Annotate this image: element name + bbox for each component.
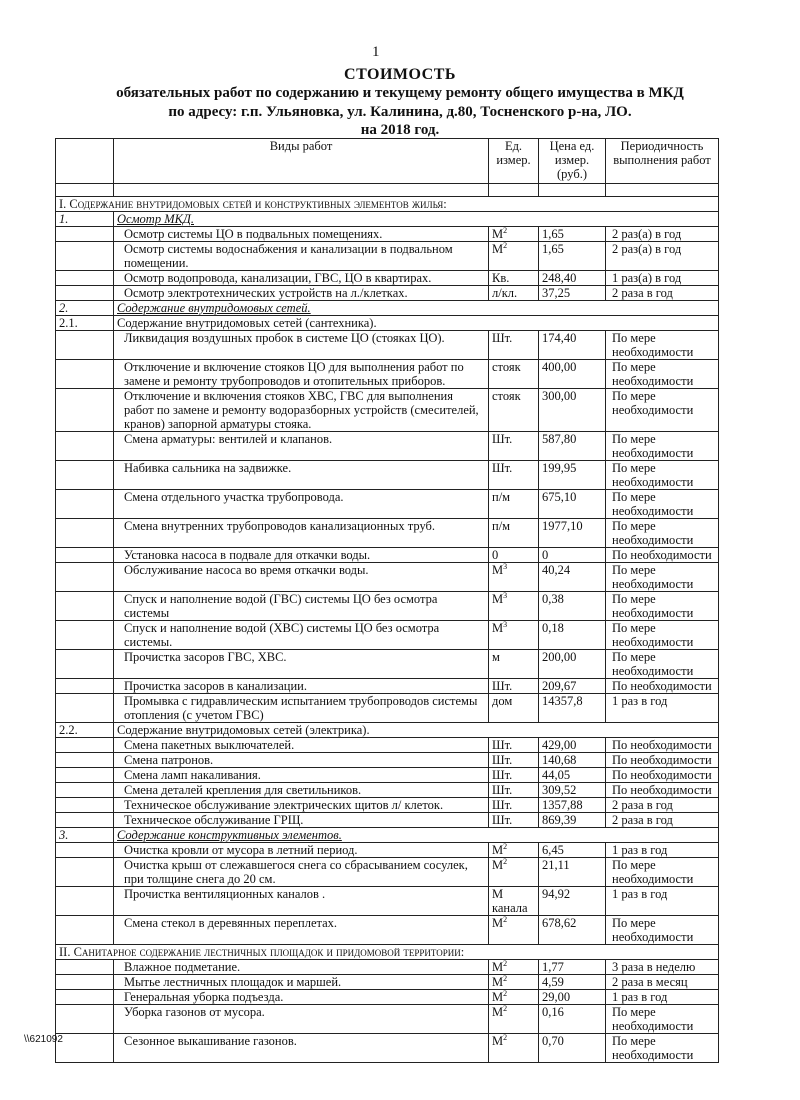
group-title: Содержание конструктивных элементов. (114, 828, 719, 843)
periodicity: 1 раз в год (606, 990, 719, 1005)
work-name: Прочистка засоров в канализации. (114, 679, 489, 694)
group-1-rows (56, 227, 719, 301)
work-name: Промывка с гидравлическим испытанием трубопроводов системы отопления (с учетом ГВС) (114, 694, 489, 723)
unit: $М^3$ (489, 563, 539, 592)
table-row (56, 975, 719, 990)
row-number-cell (56, 843, 114, 858)
periodicity: По необходимости (606, 783, 719, 798)
periodicity: 2 раза в год (606, 286, 719, 301)
periodicity: 1 раз в год (606, 887, 719, 916)
unit: $М^2$ (489, 227, 539, 242)
price: 1977,10 (539, 519, 606, 548)
periodicity: По мере необходимости (606, 1034, 719, 1063)
price: 429,00 (539, 738, 606, 753)
table-row (56, 858, 719, 887)
row-number-cell (56, 960, 114, 975)
table-row (56, 694, 719, 723)
price: 300,00 (539, 389, 606, 432)
row-number-cell (56, 389, 114, 432)
price: 140,68 (539, 753, 606, 768)
row-number-cell (56, 227, 114, 242)
row-number-cell (56, 490, 114, 519)
unit: стояк (489, 389, 539, 432)
unit-exponent: 2 (503, 240, 508, 250)
periodicity: По мере необходимости (606, 916, 719, 945)
row-number-cell (56, 242, 114, 271)
row-number-cell (56, 286, 114, 301)
document-address-line: по адресу: г.п. Ульяновка, ул. Калинина, д.80, Тосненского р-на, ЛО. (168, 104, 632, 120)
unit: $М^2$ (489, 1034, 539, 1063)
table-row (56, 563, 719, 592)
document-title: СТОИМОСТЬ (344, 66, 456, 83)
work-name: Ликвидация воздушных пробок в системе ЦО (стояках ЦО). (114, 331, 489, 360)
unit-exponent: 2 (503, 958, 508, 968)
row-number-cell (56, 798, 114, 813)
unit-exponent: 2 (503, 973, 508, 983)
row-number-cell (56, 738, 114, 753)
work-name: Уборка газонов от мусора. (114, 1005, 489, 1034)
group-title: Осмотр МКД. (114, 212, 719, 227)
table-row (56, 1005, 719, 1034)
unit-exponent: 2 (503, 914, 508, 924)
periodicity: По мере необходимости (606, 360, 719, 389)
row-number-cell (56, 461, 114, 490)
unit-exponent: 3 (503, 561, 508, 571)
unit: $М^2$ (489, 1005, 539, 1034)
unit: стояк (489, 360, 539, 389)
group-3-rows (56, 843, 719, 945)
table-row (56, 916, 719, 945)
work-name: Обслуживание насоса во время откачки воды. (114, 563, 489, 592)
unit: Шт. (489, 738, 539, 753)
table-row (56, 548, 719, 563)
price: 1,65 (539, 227, 606, 242)
unit-exponent: 2 (503, 1032, 508, 1042)
periodicity: По мере необходимости (606, 1005, 719, 1034)
table-row (56, 783, 719, 798)
work-name: Смена отдельного участка трубопровода. (114, 490, 489, 519)
periodicity: По необходимости (606, 753, 719, 768)
price: 400,00 (539, 360, 606, 389)
work-name: Очистка кровли от мусора в летний период. (114, 843, 489, 858)
row-number-cell (56, 783, 114, 798)
table-row (56, 798, 719, 813)
unit: Шт. (489, 461, 539, 490)
header-works: Виды работ (114, 139, 489, 184)
work-name: Прочистка вентиляционных каналов . (114, 887, 489, 916)
table-row (56, 1034, 719, 1063)
row-number-cell (56, 679, 114, 694)
periodicity: По мере необходимости (606, 461, 719, 490)
group-number: 1. (56, 212, 114, 227)
table-row (56, 887, 719, 916)
work-name: Осмотр водопровода, канализации, ГВС, ЦО в квартирах. (114, 271, 489, 286)
unit-exponent: 3 (503, 590, 508, 600)
unit: М канала (489, 887, 539, 916)
row-number-cell (56, 768, 114, 783)
work-name: Смена ламп накаливания. (114, 768, 489, 783)
periodicity: По необходимости (606, 768, 719, 783)
unit: Шт. (489, 753, 539, 768)
price: 200,00 (539, 650, 606, 679)
periodicity: 1 раз в год (606, 843, 719, 858)
table-row (56, 960, 719, 975)
price: 37,25 (539, 286, 606, 301)
row-number-cell (56, 858, 114, 887)
price: 40,24 (539, 563, 606, 592)
unit: м (489, 650, 539, 679)
unit: $М^2$ (489, 843, 539, 858)
row-number-cell (56, 360, 114, 389)
periodicity: По мере необходимости (606, 563, 719, 592)
table-row (56, 592, 719, 621)
unit: дом (489, 694, 539, 723)
subgroup-number: 2.1. (56, 316, 114, 331)
work-name: Смена внутренних трубопроводов канализационных труб. (114, 519, 489, 548)
work-name: Осмотр электротехнических устройств на л./клетках. (114, 286, 489, 301)
unit: $М^3$ (489, 621, 539, 650)
price: 869,39 (539, 813, 606, 828)
periodicity: По мере необходимости (606, 650, 719, 679)
page-number: 1 (372, 44, 380, 60)
price: 309,52 (539, 783, 606, 798)
price: 0,16 (539, 1005, 606, 1034)
periodicity: 2 раза в год (606, 798, 719, 813)
group-2-2-rows (56, 738, 719, 828)
periodicity: По мере необходимости (606, 389, 719, 432)
unit: Шт. (489, 798, 539, 813)
work-name: Очистка крыш от слежавшегося снега со сбрасыванием сосулек, при толщине снега до 20 см. (114, 858, 489, 887)
row-number-cell (56, 650, 114, 679)
group-number: 2. (56, 301, 114, 316)
work-name: Генеральная уборка подъезда. (114, 990, 489, 1005)
table-row (56, 271, 719, 286)
unit: Шт. (489, 783, 539, 798)
table-row (56, 843, 719, 858)
unit-exponent: 2 (503, 225, 508, 235)
price: 1357,88 (539, 798, 606, 813)
table-row (56, 679, 719, 694)
unit: 0 (489, 548, 539, 563)
price: 0,70 (539, 1034, 606, 1063)
group-row (56, 301, 719, 316)
work-name: Отключение и включения стояков ХВС, ГВС для выполнения работ по замене и ремонту водоразборных устройств (смесителей, кранов) запорной арматуры стояка. (114, 389, 489, 432)
periodicity: 1 раз(а) в год (606, 271, 719, 286)
work-name: Набивка сальника на задвижке. (114, 461, 489, 490)
table-row (56, 990, 719, 1005)
work-name: Смена деталей крепления для светильников. (114, 783, 489, 798)
price: 1,65 (539, 242, 606, 271)
table-row (56, 389, 719, 432)
price: 94,92 (539, 887, 606, 916)
unit-exponent: 2 (503, 1003, 508, 1013)
row-number-cell (56, 1034, 114, 1063)
unit-exponent: 3 (503, 619, 508, 629)
section-row (56, 945, 719, 960)
table-row (56, 768, 719, 783)
price: 0,18 (539, 621, 606, 650)
price: 587,80 (539, 432, 606, 461)
header-number-cell (56, 139, 114, 184)
table-row (56, 490, 719, 519)
periodicity: По необходимости (606, 548, 719, 563)
unit-exponent: 2 (503, 841, 508, 851)
unit: л/кл. (489, 286, 539, 301)
unit: Шт. (489, 679, 539, 694)
work-name: Смена арматуры: вентилей и клапанов. (114, 432, 489, 461)
unit: $М^2$ (489, 990, 539, 1005)
price: 44,05 (539, 768, 606, 783)
unit-exponent: 2 (503, 856, 508, 866)
subgroup-row (56, 723, 719, 738)
row-number-cell (56, 432, 114, 461)
row-number-cell (56, 694, 114, 723)
work-name: Смена патронов. (114, 753, 489, 768)
work-name: Смена пакетных выключателей. (114, 738, 489, 753)
unit: $М^2$ (489, 975, 539, 990)
price: 248,40 (539, 271, 606, 286)
subgroup-title: Содержание внутридомовых сетей (сантехника). (114, 316, 719, 331)
row-number-cell (56, 1005, 114, 1034)
group-row (56, 828, 719, 843)
periodicity: По необходимости (606, 679, 719, 694)
periodicity: По мере необходимости (606, 592, 719, 621)
section-row (56, 197, 719, 212)
unit: Шт. (489, 813, 539, 828)
periodicity: По мере необходимости (606, 432, 719, 461)
document-subtitle-line1: обязательных работ по содержанию и текущему ремонту общего имущества в МКД (116, 85, 684, 101)
price: 675,10 (539, 490, 606, 519)
periodicity: По мере необходимости (606, 621, 719, 650)
row-number-cell (56, 563, 114, 592)
section-2-title: II. Санитарное содержание лестничных площадок и придомовой территории: (56, 945, 719, 960)
work-name: Влажное подметание. (114, 960, 489, 975)
group-title: Содержание внутридомовых сетей. (114, 301, 719, 316)
periodicity: По мере необходимости (606, 858, 719, 887)
unit: $М^2$ (489, 960, 539, 975)
periodicity: По необходимости (606, 738, 719, 753)
row-number-cell (56, 592, 114, 621)
price: 174,40 (539, 331, 606, 360)
document-year-line: на 2018 год. (360, 122, 440, 138)
subgroup-number: 2.2. (56, 723, 114, 738)
work-name: Спуск и наполнение водой (ГВС) системы ЦО без осмотра системы (114, 592, 489, 621)
unit: Шт. (489, 432, 539, 461)
periodicity: По мере необходимости (606, 490, 719, 519)
table-row (56, 650, 719, 679)
unit: п/м (489, 490, 539, 519)
section-1-title: I. Содержание внутридомовых сетей и конструктивных элементов жилья: (56, 197, 719, 212)
work-name: Сезонное выкашивание газонов. (114, 1034, 489, 1063)
row-number-cell (56, 753, 114, 768)
price: 29,00 (539, 990, 606, 1005)
unit: п/м (489, 519, 539, 548)
work-name: Мытье лестничных площадок и маршей. (114, 975, 489, 990)
table-row (56, 360, 719, 389)
row-number-cell (56, 916, 114, 945)
row-number-cell (56, 975, 114, 990)
work-name: Отключение и включение стояков ЦО для выполнения работ по замене и ремонту трубопроводов и отопительных приборов. (114, 360, 489, 389)
unit: $М^2$ (489, 242, 539, 271)
unit: Шт. (489, 768, 539, 783)
row-number-cell (56, 887, 114, 916)
subgroup-row (56, 316, 719, 331)
table-row (56, 753, 719, 768)
work-name: Техническое обслуживание электрических щитов л/ клеток. (114, 798, 489, 813)
table-row (56, 286, 719, 301)
row-number-cell (56, 990, 114, 1005)
table-row (56, 519, 719, 548)
table-row (56, 461, 719, 490)
table-row (56, 331, 719, 360)
row-number-cell (56, 621, 114, 650)
price: 0,38 (539, 592, 606, 621)
header-period: Периодичность выполнения работ (606, 139, 719, 184)
periodicity: 3 раза в неделю (606, 960, 719, 975)
work-name: Установка насоса в подвале для откачки воды. (114, 548, 489, 563)
table-spacer-row (56, 184, 719, 197)
unit: Кв. (489, 271, 539, 286)
group-row (56, 212, 719, 227)
works-cost-table (55, 138, 719, 1063)
table-row (56, 738, 719, 753)
row-number-cell (56, 331, 114, 360)
unit: $М^2$ (489, 916, 539, 945)
unit: $М^2$ (489, 858, 539, 887)
table-row (56, 813, 719, 828)
work-name: Смена стекол в деревянных переплетах. (114, 916, 489, 945)
periodicity: 2 раза в год (606, 813, 719, 828)
price: 1,77 (539, 960, 606, 975)
periodicity: 2 раз(а) в год (606, 242, 719, 271)
group-2-1-rows (56, 331, 719, 723)
price: 209,67 (539, 679, 606, 694)
row-number-cell (56, 548, 114, 563)
price: 14357,8 (539, 694, 606, 723)
unit: $М^3$ (489, 592, 539, 621)
header-price: Цена ед. измер. (руб.) (539, 139, 606, 184)
header-unit: Ед. измер. (489, 139, 539, 184)
unit-exponent: 2 (503, 988, 508, 998)
periodicity: 2 раз(а) в год (606, 227, 719, 242)
row-number-cell (56, 519, 114, 548)
table-header-row (56, 139, 719, 184)
price: 6,45 (539, 843, 606, 858)
price: 199,95 (539, 461, 606, 490)
price: 678,62 (539, 916, 606, 945)
price: 4,59 (539, 975, 606, 990)
section-2-rows (56, 960, 719, 1063)
unit: Шт. (489, 331, 539, 360)
table-row (56, 242, 719, 271)
periodicity: По мере необходимости (606, 519, 719, 548)
table-row (56, 227, 719, 242)
work-name: Прочистка засоров ГВС, ХВС. (114, 650, 489, 679)
periodicity: 2 раза в месяц (606, 975, 719, 990)
table-row (56, 432, 719, 461)
footer-document-code: \\621092 (24, 1034, 63, 1045)
periodicity: 1 раз в год (606, 694, 719, 723)
subgroup-title: Содержание внутридомовых сетей (электрика). (114, 723, 719, 738)
work-name: Спуск и наполнение водой (ХВС) системы ЦО без осмотра системы. (114, 621, 489, 650)
row-number-cell (56, 813, 114, 828)
work-name: Осмотр системы ЦО в подвальных помещениях. (114, 227, 489, 242)
group-number: 3. (56, 828, 114, 843)
table-row (56, 621, 719, 650)
price: 0 (539, 548, 606, 563)
price: 21,11 (539, 858, 606, 887)
periodicity: По мере необходимости (606, 331, 719, 360)
row-number-cell (56, 271, 114, 286)
work-name: Техническое обслуживание ГРЩ. (114, 813, 489, 828)
work-name: Осмотр системы водоснабжения и канализации в подвальном помещении. (114, 242, 489, 271)
